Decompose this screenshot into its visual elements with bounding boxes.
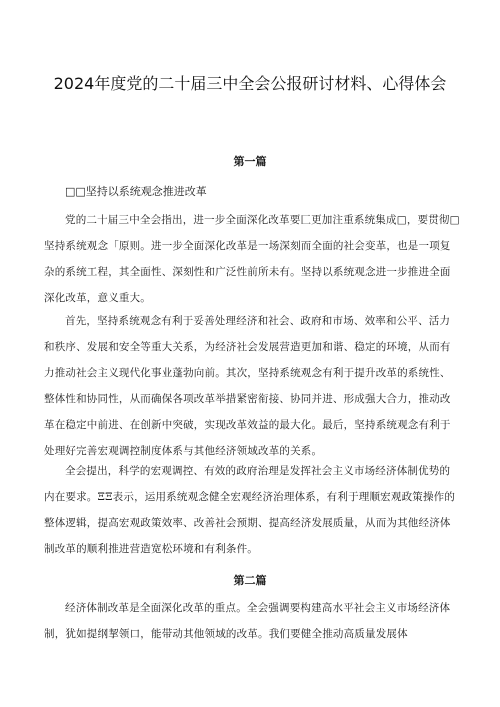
section-1-paragraph-2: 首先，坚持系统观念有利于妥善处理经济和社会、政府和市场、效率和公平、活力和秩序、发展和安全等重大关系，为经济社会发展营造更加和谐、稳定的环境，从而有力推动社会主义现代化事业蓬勃向前。其次，坚持系统观念有利于提升改革的系统性、整体性和协同性，从而确保各项改革举措紧密衔接、协同并进、形成强大合力，推动改革在稳定中前进、在创新中突破，实现改革效益的最大化。最后，坚持系统观念有利于处理好完善宏观调控制度体系与其他经济领域改革的关系。 — [44, 315, 451, 457]
section-1-paragraph-1: 党的二十届三中全会指出，进一步全面深化改革要匚更加注重系统集成□，要贯彻□坚持系统观念「原则。进一步全面深化改革是一场深刻而全面的社会变革，也是一项复杂的系统工程，其全面性、深刻性和广泛性前所未有。坚持以系统观念进一步推进全面深化改革，意义重大。 — [44, 214, 460, 304]
document-title: 2024年度党的二十届三中全会公报研讨材料、心得体会 — [53, 74, 447, 93]
section-1-subheading: □□坚持以系统观念推进改革 — [65, 185, 207, 198]
section-2-heading: 第二篇 — [233, 574, 267, 587]
section-1-paragraph-3: 全会提出，科学的宏观调控、有效的政府治理是发挥社会主义市场经济体制优势的内在要求。ΞΞ表示，运用系统观念健全宏观经济治理体系，有利于理顺宏观政策操作的整体逻辑，提高宏观政策效率、改善社会预期、提高经济发展质量，从而为其他经济体制改革的顺利推进营造宽松环境和有利条件。 — [44, 465, 456, 555]
section-2-paragraph-1: 经济体制改革是全面深化改革的重点。全会强调要构建高水平社会主义市场经济体制，犹如提纲挈领口，能带动其他领域的改革。我们要健全推动高质量发展体 — [44, 602, 451, 640]
section-1-heading: 第一篇 — [233, 155, 267, 168]
